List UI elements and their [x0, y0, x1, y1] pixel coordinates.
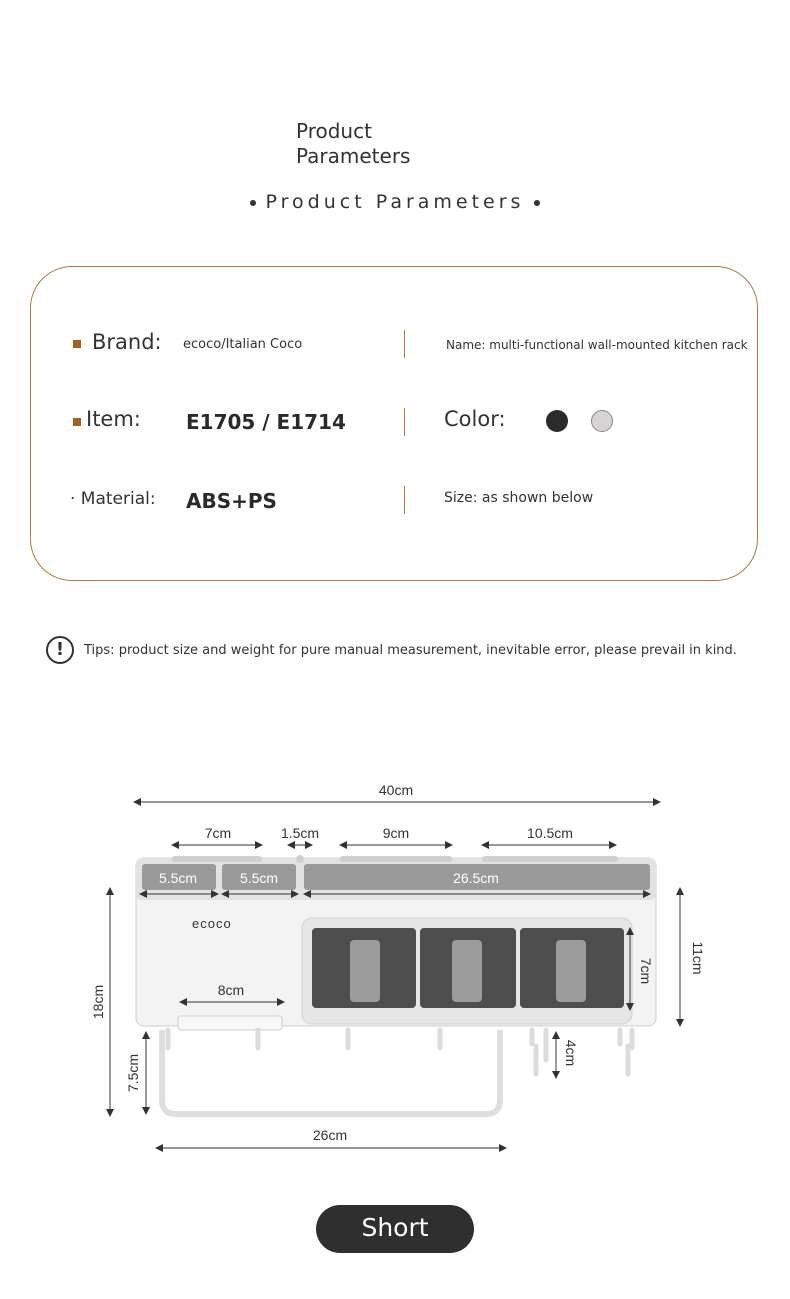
- dim-towel-drop: 7.5cm: [125, 1053, 141, 1093]
- top-slot: [172, 856, 262, 862]
- dim-slot-c: 9cm: [382, 825, 410, 841]
- hooks: [168, 1030, 632, 1074]
- color-swatch-grey: [591, 410, 613, 432]
- section-heading: [0, 191, 790, 213]
- exclamation-icon: !: [46, 636, 74, 664]
- brand-label: Brand:: [92, 330, 162, 354]
- material-value: ABS+PS: [186, 489, 277, 513]
- heading-dot-right: [534, 200, 540, 206]
- box-handle: [556, 940, 586, 1002]
- brand-value: ecoco/Italian Coco: [183, 337, 303, 352]
- dim-comp-3: 26.5cm: [453, 870, 499, 886]
- divider: [404, 486, 405, 514]
- size-text: Size: as shown below: [444, 490, 594, 506]
- dim-comp-1: 5.5cm: [158, 870, 198, 886]
- product-diagram: [0, 760, 790, 1160]
- brand-mark: ecoco: [192, 916, 232, 931]
- rack-illustration: [0, 760, 790, 1160]
- page-title-line-1: Product: [296, 119, 372, 143]
- bullet-icon: [73, 340, 81, 348]
- page-title-line-2: Parameters: [296, 144, 411, 168]
- short-button[interactable]: Short: [316, 1205, 474, 1253]
- top-slot: [296, 855, 304, 863]
- dim-slot-d: 10.5cm: [527, 825, 573, 841]
- material-label: · Material:: [70, 489, 156, 509]
- dim-height-total: 18cm: [90, 984, 106, 1020]
- dim-slot-b: 1.5cm: [280, 825, 320, 841]
- towel-bar: [162, 1030, 500, 1114]
- dim-towel-width: 26cm: [312, 1127, 348, 1143]
- dim-box-height: 7cm: [638, 957, 654, 985]
- divider: [404, 408, 405, 436]
- box-handle: [452, 940, 482, 1002]
- top-slot: [340, 856, 452, 862]
- dim-drawer-width: 8cm: [217, 982, 245, 998]
- product-name: Name: multi-functional wall-mounted kitchen rack: [446, 338, 748, 352]
- tips-text: Tips: product size and weight for pure manual measurement, inevitable error, please prevail in kind.: [84, 643, 737, 658]
- box-handle: [350, 940, 380, 1002]
- top-slot: [482, 856, 618, 862]
- color-label: Color:: [444, 407, 506, 431]
- dim-comp-2: 5.5cm: [239, 870, 279, 886]
- dim-slot-a: 7cm: [204, 825, 232, 841]
- heading-dot-left: [250, 200, 256, 206]
- section-heading-text: Product Parameters: [265, 191, 525, 213]
- dim-total-width: 40cm: [378, 782, 414, 798]
- dim-hook-length: 4cm: [563, 1039, 579, 1067]
- divider: [404, 330, 405, 358]
- bullet-icon: [73, 418, 81, 426]
- color-swatch-black: [546, 410, 568, 432]
- page-title: [296, 119, 410, 169]
- item-value: E1705 / E1714: [186, 410, 346, 434]
- small-drawer: [178, 1016, 282, 1030]
- item-label: Item:: [86, 407, 141, 431]
- dim-height-body: 11cm: [690, 941, 706, 975]
